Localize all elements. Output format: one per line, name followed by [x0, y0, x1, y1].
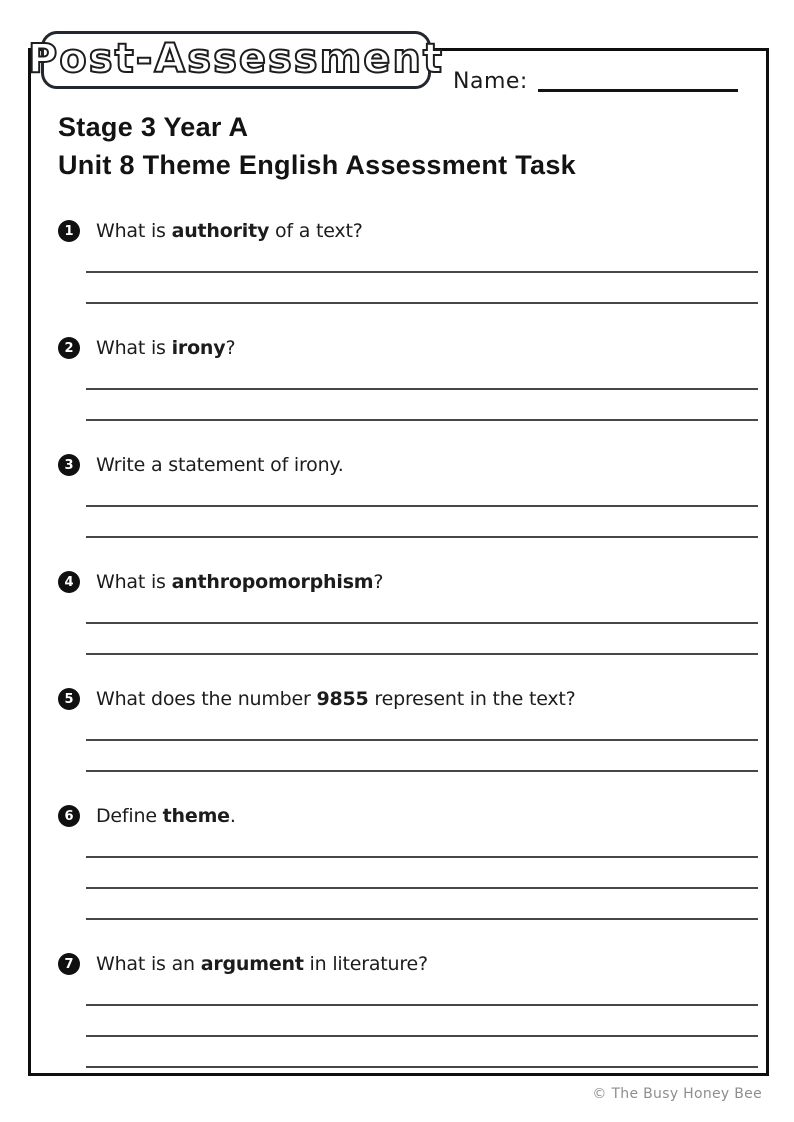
question-block: [31, 802, 766, 920]
page-border: [27, 36, 769, 1076]
answer-line[interactable]: [86, 887, 758, 889]
answer-line[interactable]: [86, 739, 758, 741]
question-row: [58, 217, 766, 245]
question-text: What is irony?: [96, 337, 236, 359]
answer-lines: [86, 622, 758, 655]
answer-line[interactable]: [86, 419, 758, 421]
question-number-badge: 2: [58, 337, 80, 359]
unit-heading: Unit 8 Theme English Assessment Task: [58, 150, 576, 180]
name-input-line[interactable]: [538, 89, 738, 92]
question-text: Define theme.: [96, 805, 236, 827]
footer-credit: © The Busy Honey Bee: [592, 1086, 762, 1102]
question-number-badge: 6: [58, 805, 80, 827]
question-row: [58, 950, 766, 978]
question-text: What is anthropomorphism?: [96, 571, 384, 593]
question-row: [58, 334, 766, 362]
answer-lines: [86, 505, 758, 538]
question-row: [58, 685, 766, 713]
question-text: What is authority of a text?: [96, 220, 363, 242]
name-label: Name:: [453, 68, 528, 94]
answer-lines: [86, 856, 758, 920]
stage-heading: Stage 3 Year A: [58, 112, 249, 142]
answer-lines: [86, 271, 758, 304]
question-number-badge: 4: [58, 571, 80, 593]
question-number-badge: 3: [58, 454, 80, 476]
question-text: Write a statement of irony.: [96, 454, 344, 476]
answer-line[interactable]: [86, 1035, 758, 1037]
answer-line[interactable]: [86, 856, 758, 858]
answer-line[interactable]: [86, 302, 758, 304]
answer-line[interactable]: [86, 388, 758, 390]
question-number-badge: 5: [58, 688, 80, 710]
question-block: [31, 217, 766, 304]
question-row: [58, 568, 766, 596]
question-text: What is an argument in literature?: [96, 953, 428, 975]
question-list: [31, 217, 766, 1068]
question-block: [31, 451, 766, 538]
answer-line[interactable]: [86, 1004, 758, 1006]
title-badge: [27, 31, 445, 89]
answer-line[interactable]: [86, 536, 758, 538]
question-block: [31, 334, 766, 421]
answer-line[interactable]: [86, 770, 758, 772]
question-block: [31, 568, 766, 655]
answer-lines: [86, 739, 758, 772]
question-block: [31, 685, 766, 772]
question-number-badge: 1: [58, 220, 80, 242]
answer-lines: [86, 388, 758, 421]
page-title: Post-Assessment: [27, 36, 445, 82]
question-number-badge: 7: [58, 953, 80, 975]
answer-line[interactable]: [86, 1066, 758, 1068]
name-row: [453, 65, 738, 95]
question-text: What does the number 9855 represent in the text?: [96, 688, 576, 710]
question-row: [58, 802, 766, 830]
answer-lines: [86, 1004, 758, 1068]
answer-line[interactable]: [86, 653, 758, 655]
answer-line[interactable]: [86, 271, 758, 273]
answer-line[interactable]: [86, 622, 758, 624]
question-block: [31, 950, 766, 1068]
answer-line[interactable]: [86, 505, 758, 507]
answer-line[interactable]: [86, 918, 758, 920]
question-row: [58, 451, 766, 479]
